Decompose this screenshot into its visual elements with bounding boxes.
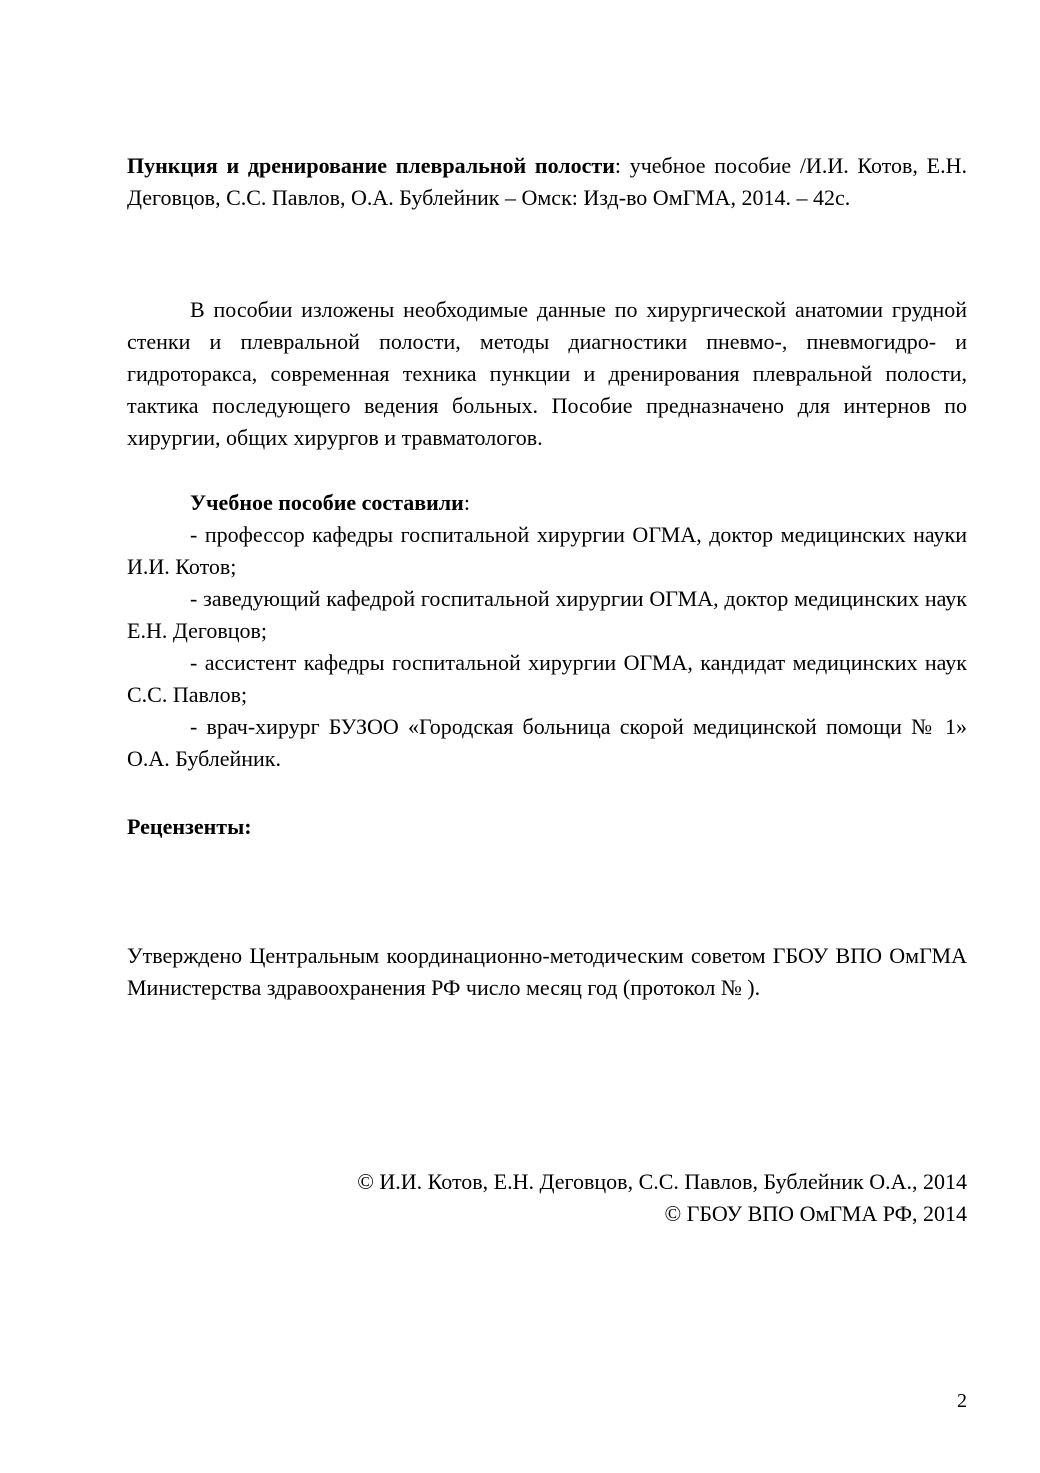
author-item: - заведующий кафедрой госпитальной хирургии ОГМА, доктор медицинских наук Е.Н. Деговцов;	[127, 586, 967, 643]
author-item: - профессор кафедры госпитальной хирургии ОГМА, доктор медицинских науки И.И. Котов;	[127, 522, 967, 579]
approval-statement: Утверждено Центральным координационно-методическим советом ГБОУ ВПО ОмГМА Министерства здравоохранения РФ число месяц год (протокол № ).	[127, 943, 967, 1000]
reviewers-heading: Рецензенты:	[127, 814, 252, 839]
bibliographic-details: : учебное пособие /И.И. Котов, Е.Н. Деговцов, С.С. Павлов, О.А. Бублейник – Омск: Изд-во ОмГМА, 2014. – 42с.	[127, 153, 967, 210]
authors-heading-line	[127, 487, 967, 519]
copyright-institution: © ГБОУ ВПО ОмГМА РФ, 2014	[664, 1201, 967, 1226]
abstract-paragraph: В пособии изложены необходимые данные по хирургической анатомии грудной стенки и плевральной полости, методы диагностики пневмо-, пневмогидро- и гидроторакса, современная техника пункции и дренирования плевральной полости, тактика последующего ведения больных. Пособие предназначено для интернов по хирургии, общих хирургов и травматологов.	[127, 297, 967, 450]
authors-section	[127, 487, 967, 775]
authors-heading-colon: :	[463, 490, 470, 515]
copyright-authors: © И.И. Котов, Е.Н. Деговцов, С.С. Павлов, Бублейник О.А., 2014	[357, 1169, 967, 1194]
authors-heading: Учебное пособие составили	[190, 490, 464, 515]
page-number: 2	[957, 1390, 967, 1412]
reviewers-heading-line	[127, 811, 967, 843]
author-item: - ассистент кафедры госпитальной хирургии ОГМА, кандидат медицинских наук С.С. Павлов;	[127, 650, 967, 707]
bibliographic-record	[127, 150, 967, 214]
book-title: Пункция и дренирование плевральной полости	[127, 153, 615, 178]
author-item: - врач-хирург БУЗОО «Городская больница скорой медицинской помощи № 1» О.А. Бублейник.	[127, 714, 967, 771]
